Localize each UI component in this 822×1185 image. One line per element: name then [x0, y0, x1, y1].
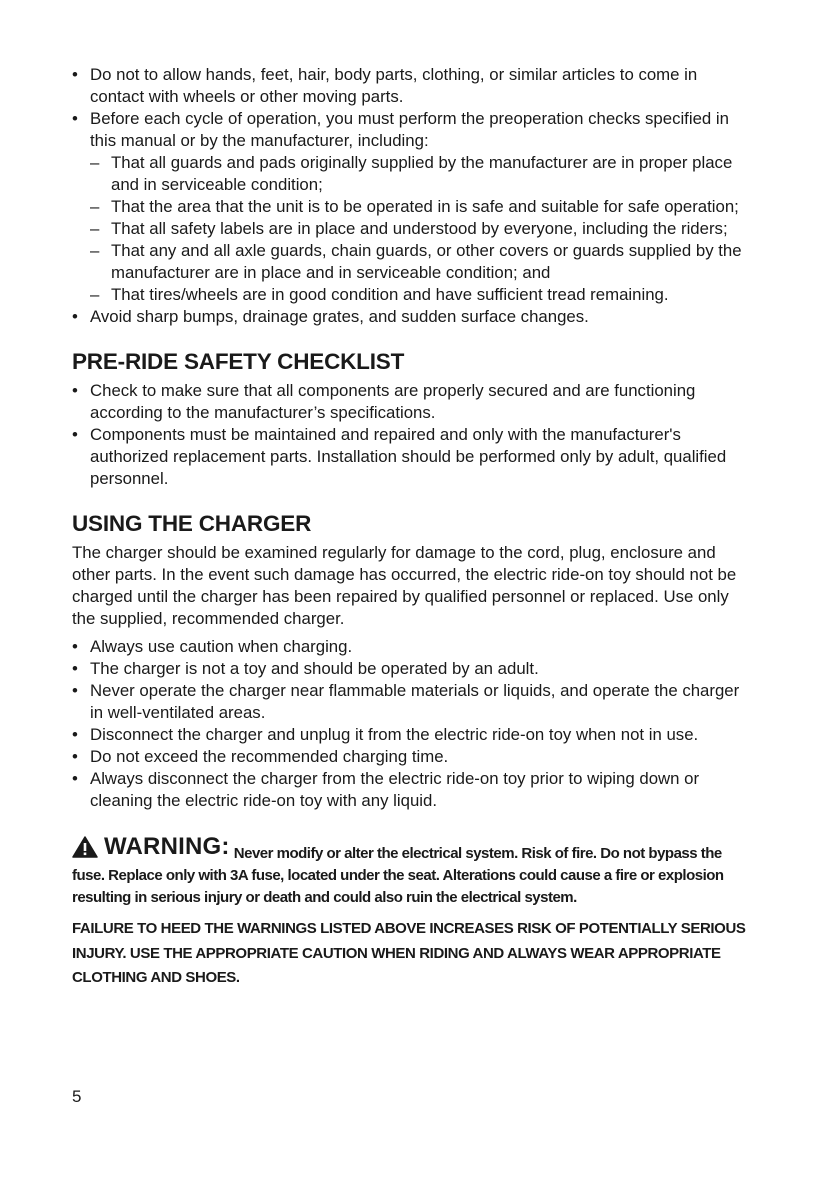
- failure-notice: FAILURE TO HEED THE WARNINGS LISTED ABOVE INCREASES RISK OF POTENTIALLY SERIOUS INJURY. USE THE APPROPRIATE CAUTION WHEN RIDING AND ALWAYS WEAR APPROPRIATE CLOTHING AND SHOES.: [72, 920, 746, 986]
- sub-list-item: – That tires/wheels are in good condition and have sufficient tread remaining.: [72, 284, 752, 306]
- list-item: • Do not exceed the recommended charging time.: [72, 746, 752, 768]
- list-item: • The charger is not a toy and should be operated by an adult.: [72, 658, 752, 680]
- list-item: • Do not to allow hands, feet, hair, body parts, clothing, or similar articles to come in contact with wheels or other moving parts.: [72, 64, 752, 108]
- list-item: • Always disconnect the charger from the electric ride-on toy prior to wiping down or cleaning the electric ride-on toy with any liquid.: [72, 768, 752, 812]
- list-item: • Avoid sharp bumps, drainage grates, and sudden surface changes.: [72, 306, 752, 328]
- manual-page: [72, 64, 752, 991]
- preride-bullet-list: [72, 380, 752, 490]
- warning-block: [72, 833, 752, 909]
- page-number: 5: [72, 1087, 82, 1106]
- charger-heading: USING THE CHARGER: [72, 511, 312, 536]
- sub-list-item: – That the area that the unit is to be operated in is safe and suitable for safe operation;: [72, 196, 752, 218]
- list-item: • Before each cycle of operation, you must perform the preoperation checks specified in this manual or by the manufacturer, including:: [72, 108, 752, 152]
- warning-text: Never modify or alter the electrical system. Risk of fire. Do not bypass the fuse. Replace only with 3A fuse, located under the seat. Alterations could cause a fire or explosion resulting in serious injury or death and could also ruin the electrical system.: [72, 845, 724, 906]
- intro-bullet-list: [72, 64, 752, 328]
- sub-list-item: – That any and all axle guards, chain guards, or other covers or guards supplied by the manufacturer are in place and in serviceable condition; and: [72, 240, 752, 284]
- preride-heading: PRE-RIDE SAFETY CHECKLIST: [72, 349, 405, 374]
- list-item: • Check to make sure that all components are properly secured and are functioning according to the manufacturer’s specifications.: [72, 380, 752, 424]
- list-item: • Components must be maintained and repaired and only with the manufacturer's authorized replacement parts. Installation should be performed only by adult, qualified personnel.: [72, 424, 752, 490]
- charger-paragraph: The charger should be examined regularly for damage to the cord, plug, enclosure and other parts. In the event such damage has occurred, the electric ride-on toy should not be charged until the charger has been repaired by qualified personnel or replaced. Use only the supplied, recommended charger.: [72, 543, 737, 628]
- warning-heading: [72, 833, 230, 860]
- list-item: • Never operate the charger near flammable materials or liquids, and operate the charger in well-ventilated areas.: [72, 680, 752, 724]
- charger-bullet-list: [72, 636, 752, 812]
- sub-list-item: – That all guards and pads originally supplied by the manufacturer are in proper place and in serviceable condition;: [72, 152, 752, 196]
- list-item: • Disconnect the charger and unplug it from the electric ride-on toy when not in use.: [72, 724, 752, 746]
- sub-list-item: – That all safety labels are in place and understood by everyone, including the riders;: [72, 218, 752, 240]
- list-item: • Always use caution when charging.: [72, 636, 752, 658]
- warning-label: WARNING:: [104, 833, 230, 860]
- warning-triangle-icon: [72, 836, 98, 858]
